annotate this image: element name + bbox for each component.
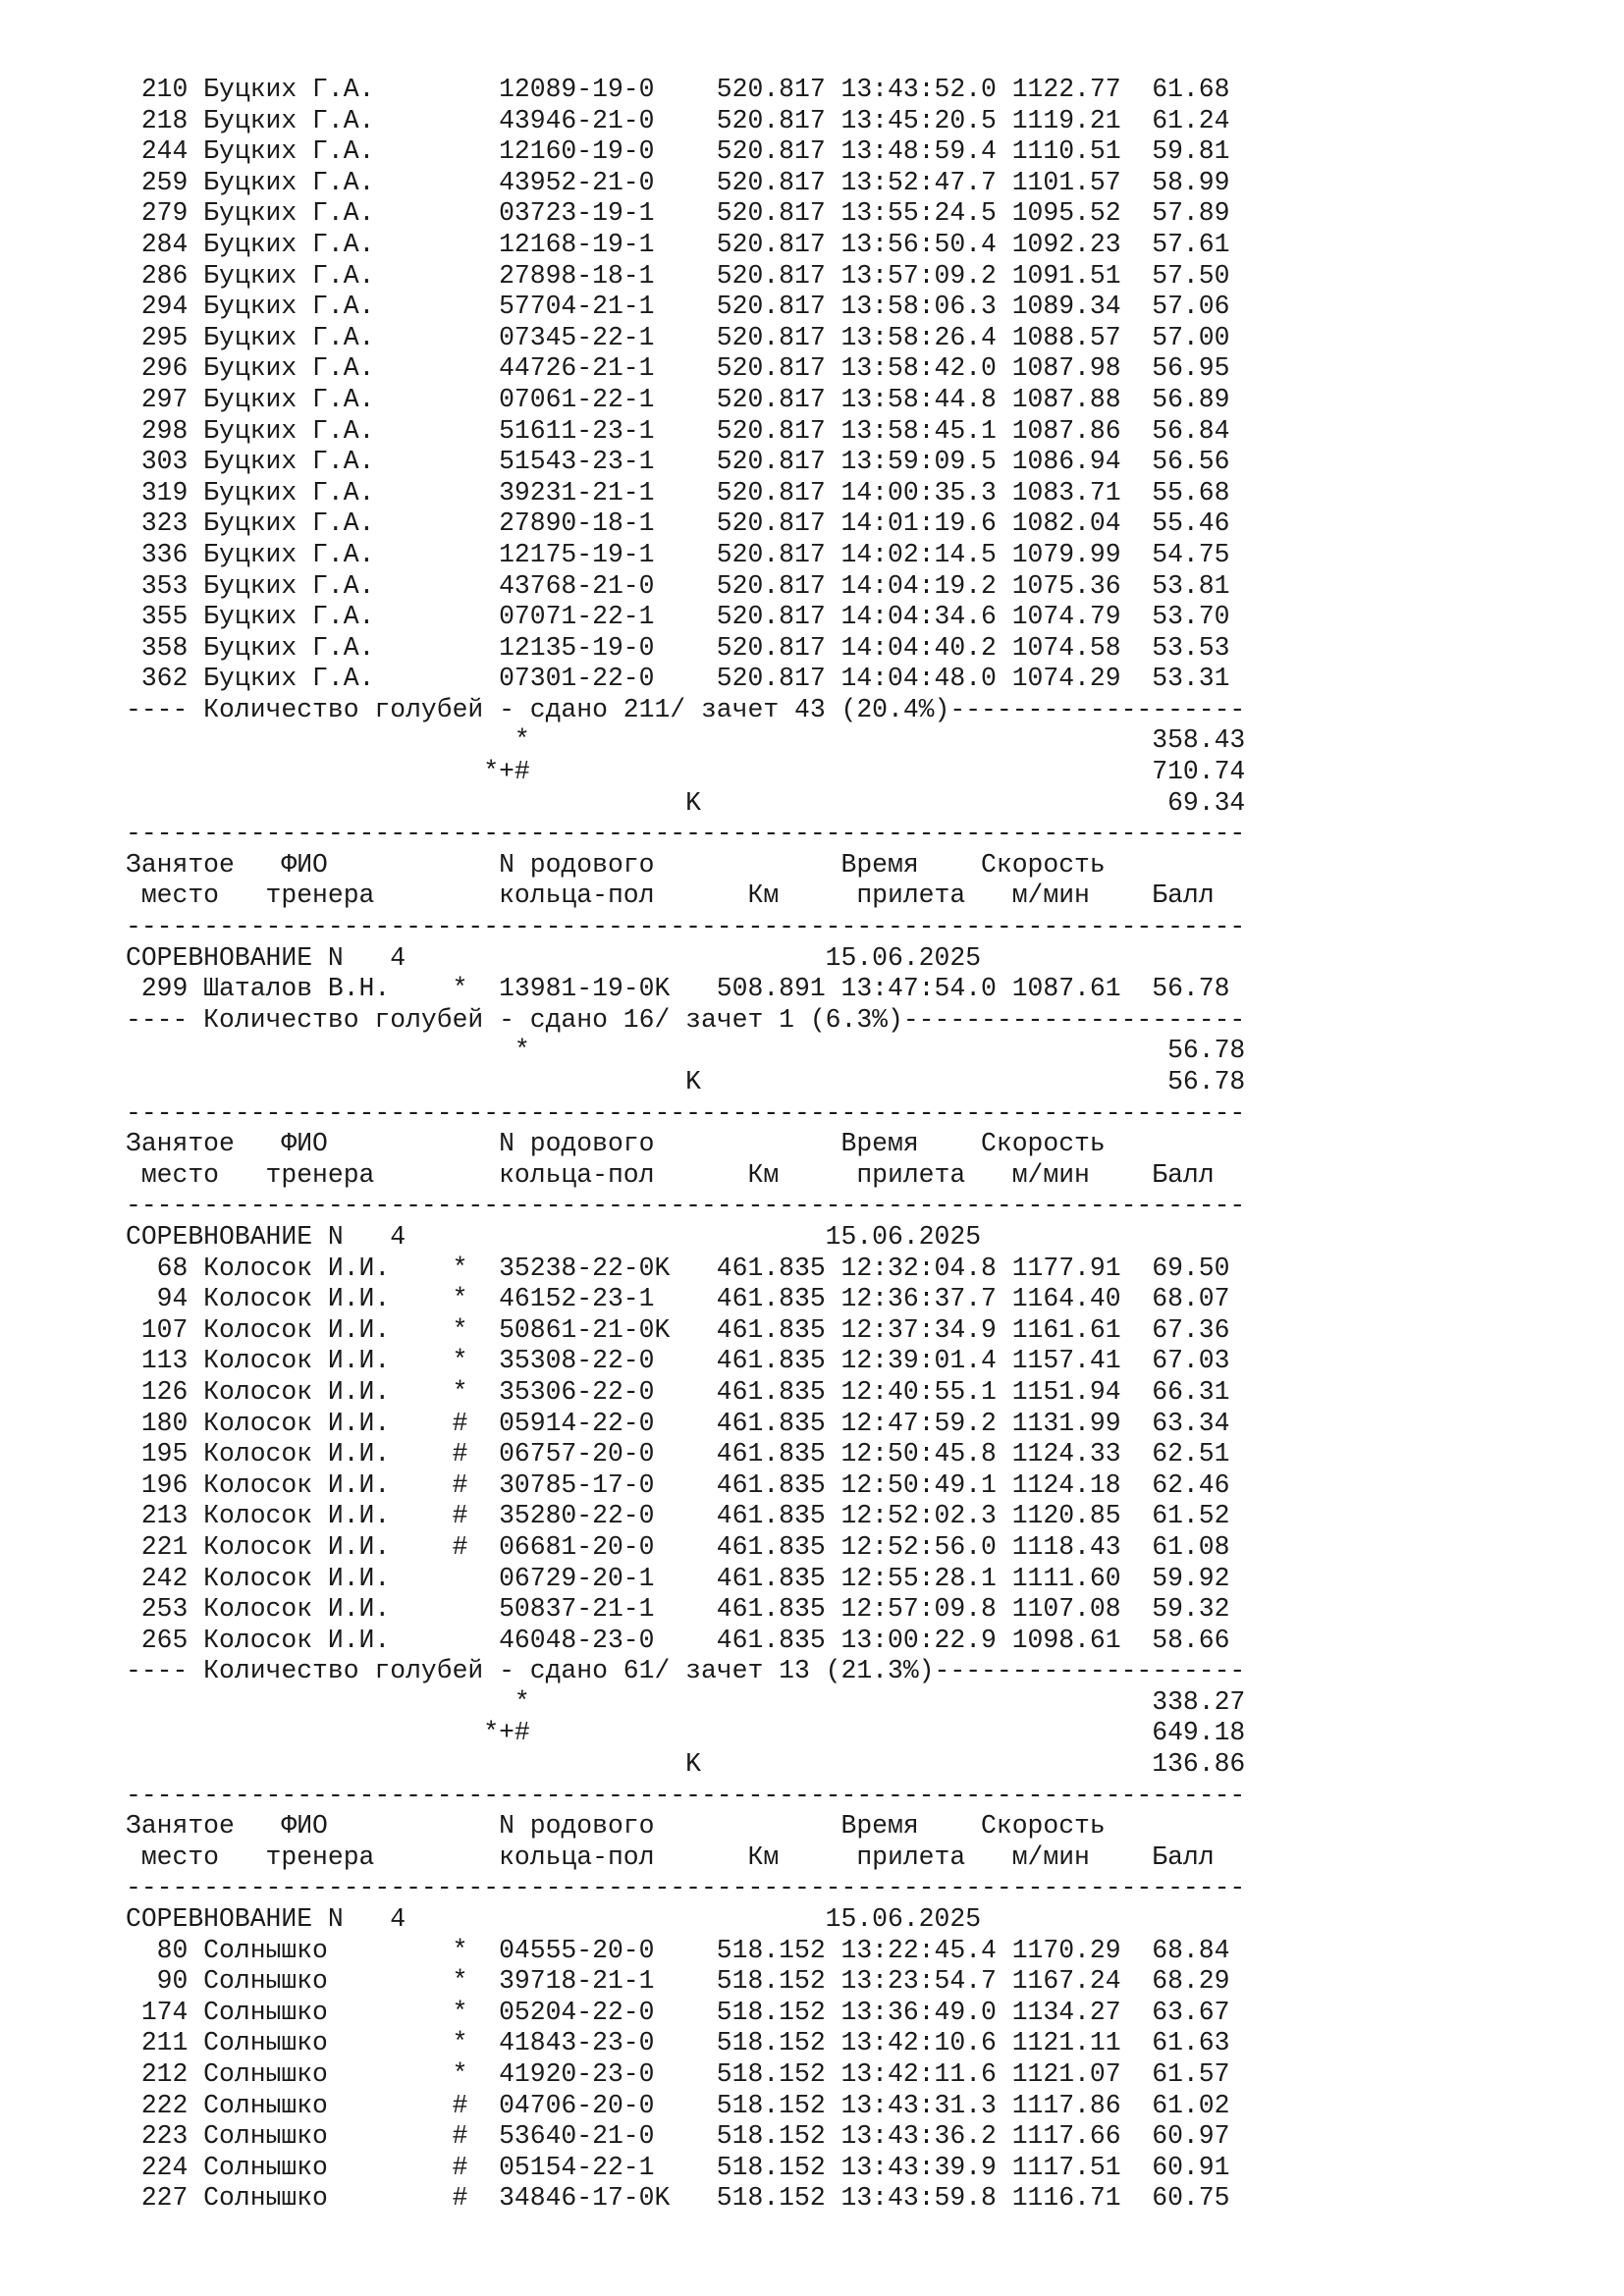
document-line: ------------------------------------------------------------------------ [126,1097,1246,1128]
document-line: 196 Колосок И.И. # 30785-17-0 461.835 12:50:49.1 1124.18 62.46 [126,1469,1230,1500]
document-line: 113 Колосок И.И. * 35308-22-0 461.835 12:39:01.4 1157.41 67.03 [126,1346,1230,1376]
document-line: 222 Солнышко # 04706-20-0 518.152 13:43:31.3 1117.86 61.02 [126,2090,1230,2120]
document-line: * 338.27 [126,1686,1246,1717]
document-line: 358 Буцких Г.А. 12135-19-0 520.817 14:04:40.2 1074.58 53.53 [126,632,1230,663]
document-line: K 136.86 [126,1749,1246,1780]
document-line: 223 Солнышко # 53640-21-0 518.152 13:43:36.2 1117.66 60.97 [126,2121,1230,2152]
document-line: 319 Буцких Г.А. 39231-21-1 520.817 14:00:35.3 1083.71 55.68 [126,477,1230,507]
document-line: 253 Колосок И.И. 50837-21-1 461.835 12:57:09.8 1107.08 59.32 [126,1594,1230,1625]
document-line: 68 Колосок И.И. * 35238-22-0K 461.835 12:32:04.8 1177.91 69.50 [126,1253,1230,1283]
document-line: *+# 649.18 [126,1718,1246,1748]
document-line: 211 Солнышко * 41843-23-0 518.152 13:42:10.6 1121.11 61.63 [126,2028,1230,2058]
document-line: 224 Солнышко # 05154-22-1 518.152 13:43:39.9 1117.51 60.91 [126,2152,1230,2182]
document-line: СОРЕВНОВАНИЕ N 4 15.06.2025 [126,1221,982,1252]
document-line: 279 Буцких Г.А. 03723-19-1 520.817 13:55:24.5 1095.52 57.89 [126,198,1230,229]
document-line: 174 Солнышко * 05204-22-0 518.152 13:36:49.0 1134.27 63.67 [126,1997,1230,2027]
document-line: место тренера кольца-пол Км прилета м/мин Балл [126,1159,1215,1190]
document-line: 303 Буцких Г.А. 51543-23-1 520.817 13:59:09.5 1086.94 56.56 [126,447,1230,477]
document-line: K 56.78 [126,1067,1246,1096]
document-line: 244 Буцких Г.А. 12160-19-0 520.817 13:48:59.4 1110.51 59.81 [126,136,1230,167]
document-line: место тренера кольца-пол Км прилета м/мин Балл [126,1842,1215,1872]
document-line: 210 Буцких Г.А. 12089-19-0 520.817 13:43:52.0 1122.77 61.68 [126,75,1230,104]
document-line: место тренера кольца-пол Км прилета м/мин Балл [126,881,1215,911]
document-line: 242 Колосок И.И. 06729-20-1 461.835 12:55:28.1 1111.60 59.92 [126,1563,1230,1593]
document-line: 265 Колосок И.И. 46048-23-0 461.835 13:00:22.9 1098.61 58.66 [126,1625,1230,1655]
document-line: 286 Буцких Г.А. 27898-18-1 520.817 13:57:09.2 1091.51 57.50 [126,260,1230,291]
document-line: K 69.34 [126,787,1246,818]
document-line: ------------------------------------------------------------------------ [126,1873,1246,1903]
document-line: *+# 710.74 [126,757,1246,787]
document-line: Занятое ФИО N родового Время Скорость [126,1129,1106,1159]
document-line: 180 Колосок И.И. # 05914-22-0 461.835 12:47:59.2 1131.99 63.34 [126,1408,1230,1438]
document-line: 295 Буцких Г.А. 07345-22-1 520.817 13:58:26.4 1088.57 57.00 [126,322,1230,352]
document-line: 227 Солнышко # 34846-17-0K 518.152 13:43:59.8 1116.71 60.75 [126,2183,1230,2214]
document-line: 297 Буцких Г.А. 07061-22-1 520.817 13:58:44.8 1087.88 56.89 [126,384,1230,414]
document-line: 218 Буцких Г.А. 43946-21-0 520.817 13:45:20.5 1119.21 61.24 [126,105,1230,135]
document-line: 126 Колосок И.И. * 35306-22-0 461.835 12:40:55.1 1151.94 66.31 [126,1376,1230,1407]
results-document [126,75,1245,2215]
document-line: 355 Буцких Г.А. 07071-22-1 520.817 14:04:34.6 1074.79 53.70 [126,602,1230,632]
document-line: * 358.43 [126,725,1246,756]
document-line: 299 Шаталов В.Н. * 13981-19-0K 508.891 13:47:54.0 1087.61 56.78 [126,974,1230,1004]
document-line: 212 Солнышко * 41920-23-0 518.152 13:42:11.6 1121.07 61.57 [126,2059,1230,2089]
document-line: 259 Буцких Г.А. 43952-21-0 520.817 13:52:47.7 1101.57 58.99 [126,167,1230,197]
document-line: ---- Количество голубей - сдано 211/ зачет 43 (20.4%)------------------- [126,694,1246,724]
document-line: СОРЕВНОВАНИЕ N 4 15.06.2025 [126,1904,982,1935]
document-line: ------------------------------------------------------------------------ [126,819,1246,849]
document-line: 323 Буцких Г.А. 27890-18-1 520.817 14:01:19.6 1082.04 55.46 [126,508,1230,539]
document-line: 94 Колосок И.И. * 46152-23-1 461.835 12:36:37.7 1164.40 68.07 [126,1284,1230,1314]
document-line: 107 Колосок И.И. * 50861-21-0K 461.835 12:37:34.9 1161.61 67.36 [126,1314,1230,1345]
document-line: 284 Буцких Г.А. 12168-19-1 520.817 13:56:50.4 1092.23 57.61 [126,229,1230,259]
document-line: 298 Буцких Г.А. 51611-23-1 520.817 13:58:45.1 1087.86 56.84 [126,415,1230,446]
document-line: ------------------------------------------------------------------------ [126,1191,1246,1221]
document-line: ------------------------------------------------------------------------ [126,912,1246,942]
document-line: ------------------------------------------------------------------------ [126,1780,1246,1810]
document-line: ---- Количество голубей - сдано 61/ зачет 13 (21.3%)-------------------- [126,1656,1246,1686]
document-line: 195 Колосок И.И. # 06757-20-0 461.835 12:50:45.8 1124.33 62.51 [126,1439,1230,1469]
document-line: ---- Количество голубей - сдано 16/ зачет 1 (6.3%)---------------------- [126,1004,1246,1035]
document-line: Занятое ФИО N родового Время Скорость [126,1811,1106,1842]
document-line: 213 Колосок И.И. # 35280-22-0 461.835 12:52:02.3 1120.85 61.52 [126,1501,1230,1531]
document-line: 80 Солнышко * 04555-20-0 518.152 13:22:45.4 1170.29 68.84 [126,1935,1230,1965]
document-line: Занятое ФИО N родового Время Скорость [126,849,1106,880]
document-line: 336 Буцких Г.А. 12175-19-1 520.817 14:02:14.5 1079.99 54.75 [126,539,1230,569]
document-line: 221 Колосок И.И. # 06681-20-0 461.835 12:52:56.0 1118.43 61.08 [126,1531,1230,1562]
document-line: 294 Буцких Г.А. 57704-21-1 520.817 13:58:06.3 1089.34 57.06 [126,292,1230,322]
document-line: 362 Буцких Г.А. 07301-22-0 520.817 14:04:48.0 1074.29 53.31 [126,664,1230,694]
document-line: 90 Солнышко * 39718-21-1 518.152 13:23:54.7 1167.24 68.29 [126,1966,1230,1997]
document-line: * 56.78 [126,1036,1246,1066]
document-line: 353 Буцких Г.А. 43768-21-0 520.817 14:04:19.2 1075.36 53.81 [126,570,1230,601]
document-line: 296 Буцких Г.А. 44726-21-1 520.817 13:58:42.0 1087.98 56.95 [126,353,1230,384]
document-line: СОРЕВНОВАНИЕ N 4 15.06.2025 [126,942,982,973]
